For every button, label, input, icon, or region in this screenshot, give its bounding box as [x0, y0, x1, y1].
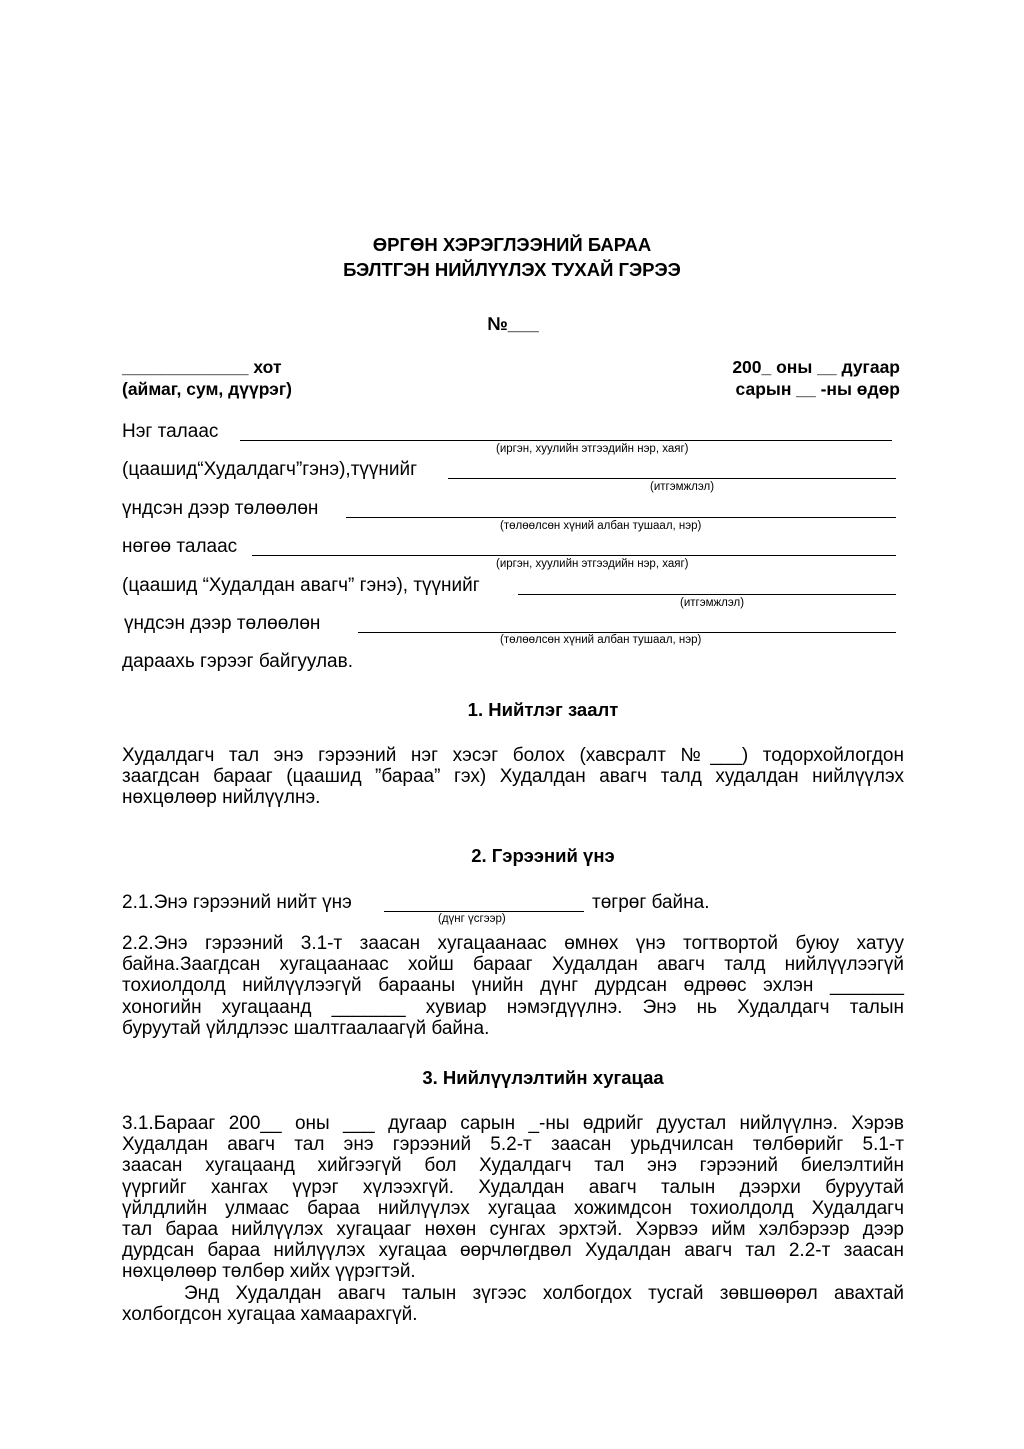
section1-heading: 1. Нийтлэг заалт [467, 699, 619, 720]
party2-power-of-attorney-hint: (итгэмжлэл) [680, 597, 745, 609]
clause-3-1-line: тал бараа нийлүүлэх хугацааг нөхөн сунгах эрхтэй. Хэрвээ ийм хэлбэрээр дээр [122, 1219, 904, 1241]
section2-heading: 2. Гэрээний үнэ [471, 845, 615, 866]
section3-heading: 3. Нийлүүлэлтийн хугацаа [422, 1067, 664, 1088]
date-line2: сарын __ -ны өдөр [735, 379, 900, 399]
clause-3-1-line: Худалдан авагч тал энэ гэрээний 5.2-т заасан урьдчилсан төлбөрийг 5.1-т [122, 1134, 904, 1156]
city-sublabel: (аймаг, сум, дүүрэг) [122, 379, 292, 399]
parties-closing: дараахь гэрээг байгуулав. [122, 651, 353, 672]
party1-representative-label: үндсэн дээр төлөөлөн [122, 498, 319, 519]
document-title-line2: БЭЛТГЭН НИЙЛҮҮЛЭХ ТУХАЙ ГЭРЭЭ [343, 259, 681, 280]
party1-label: Нэг талаас [122, 421, 219, 442]
price-in-words-blank [384, 911, 584, 912]
party1-representative-hint: (төлөөлсөн хүний албан тушаал, нэр) [500, 520, 702, 532]
clause-2-2-line: байна.Заагдсан хугацаанаас хойш барааг Худалдан авагч талд нийлүүлээгүй [122, 954, 904, 976]
section1-line: заагдсан барааг (цаашид ”бараа” гэх) Худалдан авагч талд худалдан нийлүүлэх [122, 766, 904, 788]
party2-hint: (иргэн, хуулийн этгээдийн нэр, хаяг) [496, 558, 689, 570]
document-number: №___ [487, 313, 539, 334]
clause-3-note-line: холбогдсон хугацаа хамаарахгүй. [122, 1304, 418, 1326]
clause-3-1-line: үүргийг хангах үүрэг хүлээхгүй. Худалдан авагч талын дээрхи буруутай [122, 1176, 904, 1198]
clause-3-1-line: 3.1.Барааг 200__ оны ___ дугаар сарын _-ны өдрийг дуустал нийлүүлнэ. Хэрэв [122, 1113, 904, 1134]
party1-representative-blank [346, 517, 896, 518]
party1-designation-label: (цаашид“Худалдагч”гэнэ),түүнийг [122, 459, 418, 480]
city-line: _____________ хот [122, 357, 282, 377]
clause-3-note-paragraph [122, 1283, 904, 1325]
clause-2-2-line: хоногийн хугацаанд _______ хувиар нэмэгдүүлнэ. Энэ нь Худалдагч талын [122, 996, 904, 1018]
section1-paragraph [122, 745, 904, 809]
clause-3-1-line: нөхцөлөөр төлбөр хийх үүрэгтэй. [122, 1261, 416, 1283]
clause-2-2-paragraph [122, 933, 904, 1039]
clause-2-1-suffix: төгрөг байна. [592, 892, 710, 913]
party1-power-of-attorney-blank [448, 478, 896, 479]
party2-representative-hint: (төлөөлсөн хүний албан тушаал, нэр) [500, 634, 702, 646]
section1-line: нөхцөлөөр нийлүүлнэ. [122, 787, 321, 809]
clause-3-1-paragraph [122, 1113, 904, 1283]
clause-3-1-line: үйлдлийн улмаас бараа нийлүүлэх хугацаа хожимдсон тохиолдолд Худалдагч [122, 1197, 904, 1219]
clause-3-note-line: Энд Худалдан авагч талын зүгээс холбогдох тусгай зөвшөөрөл авахтай [184, 1283, 904, 1304]
party2-blank [252, 555, 896, 556]
price-in-words-hint: (дүнг үсгээр) [438, 913, 506, 925]
section1-line: Худалдагч тал энэ гэрээний нэг хэсэг болох (хавсралт №___) тодорхойлогдон [122, 745, 904, 766]
clause-2-2-line: буруутай үйлдлээс шалтгаалаагүй байна. [122, 1017, 490, 1039]
party2-designation-label: (цаашид “Худалдан авагч” гэнэ), түүнийг [122, 575, 480, 596]
party1-power-of-attorney-hint: (итгэмжлэл) [650, 481, 715, 493]
clause-3-1-line: заасан хугацаанд хийгээгүй бол Худалдагч тал энэ гэрээний биелэлтийн [122, 1155, 904, 1177]
party2-representative-blank [358, 632, 896, 633]
party1-blank [240, 440, 892, 441]
party2-representative-label: үндсэн дээр төлөөлөн [124, 613, 321, 634]
clause-2-1-prefix: 2.1.Энэ гэрээний нийт үнэ [122, 892, 352, 913]
clause-3-1-line: дурдсан бараа нийлүүлэх хугацаа өөрчлөгдвөл Худалдан авагч тал 2.2-т заасан [122, 1240, 904, 1262]
party2-power-of-attorney-blank [518, 594, 896, 595]
party1-hint: (иргэн, хуулийн этгээдийн нэр, хаяг) [496, 443, 689, 455]
party2-label: нөгөө талаас [122, 536, 238, 557]
clause-2-2-line: тохиолдолд нийлүүлээгүй барааны үнийн дүнг дурдсан өдрөөс эхлэн _______ [122, 975, 904, 997]
document-title-line1: ӨРГӨН ХЭРЭГЛЭЭНИЙ БАРАА [372, 234, 652, 255]
date-line1: 200_ оны __ дугаар [732, 357, 900, 377]
clause-2-2-line: 2.2.Энэ гэрээний 3.1-т заасан хугацаанаас өмнөх үнэ тогтвортой буюу хатуу [122, 933, 904, 954]
